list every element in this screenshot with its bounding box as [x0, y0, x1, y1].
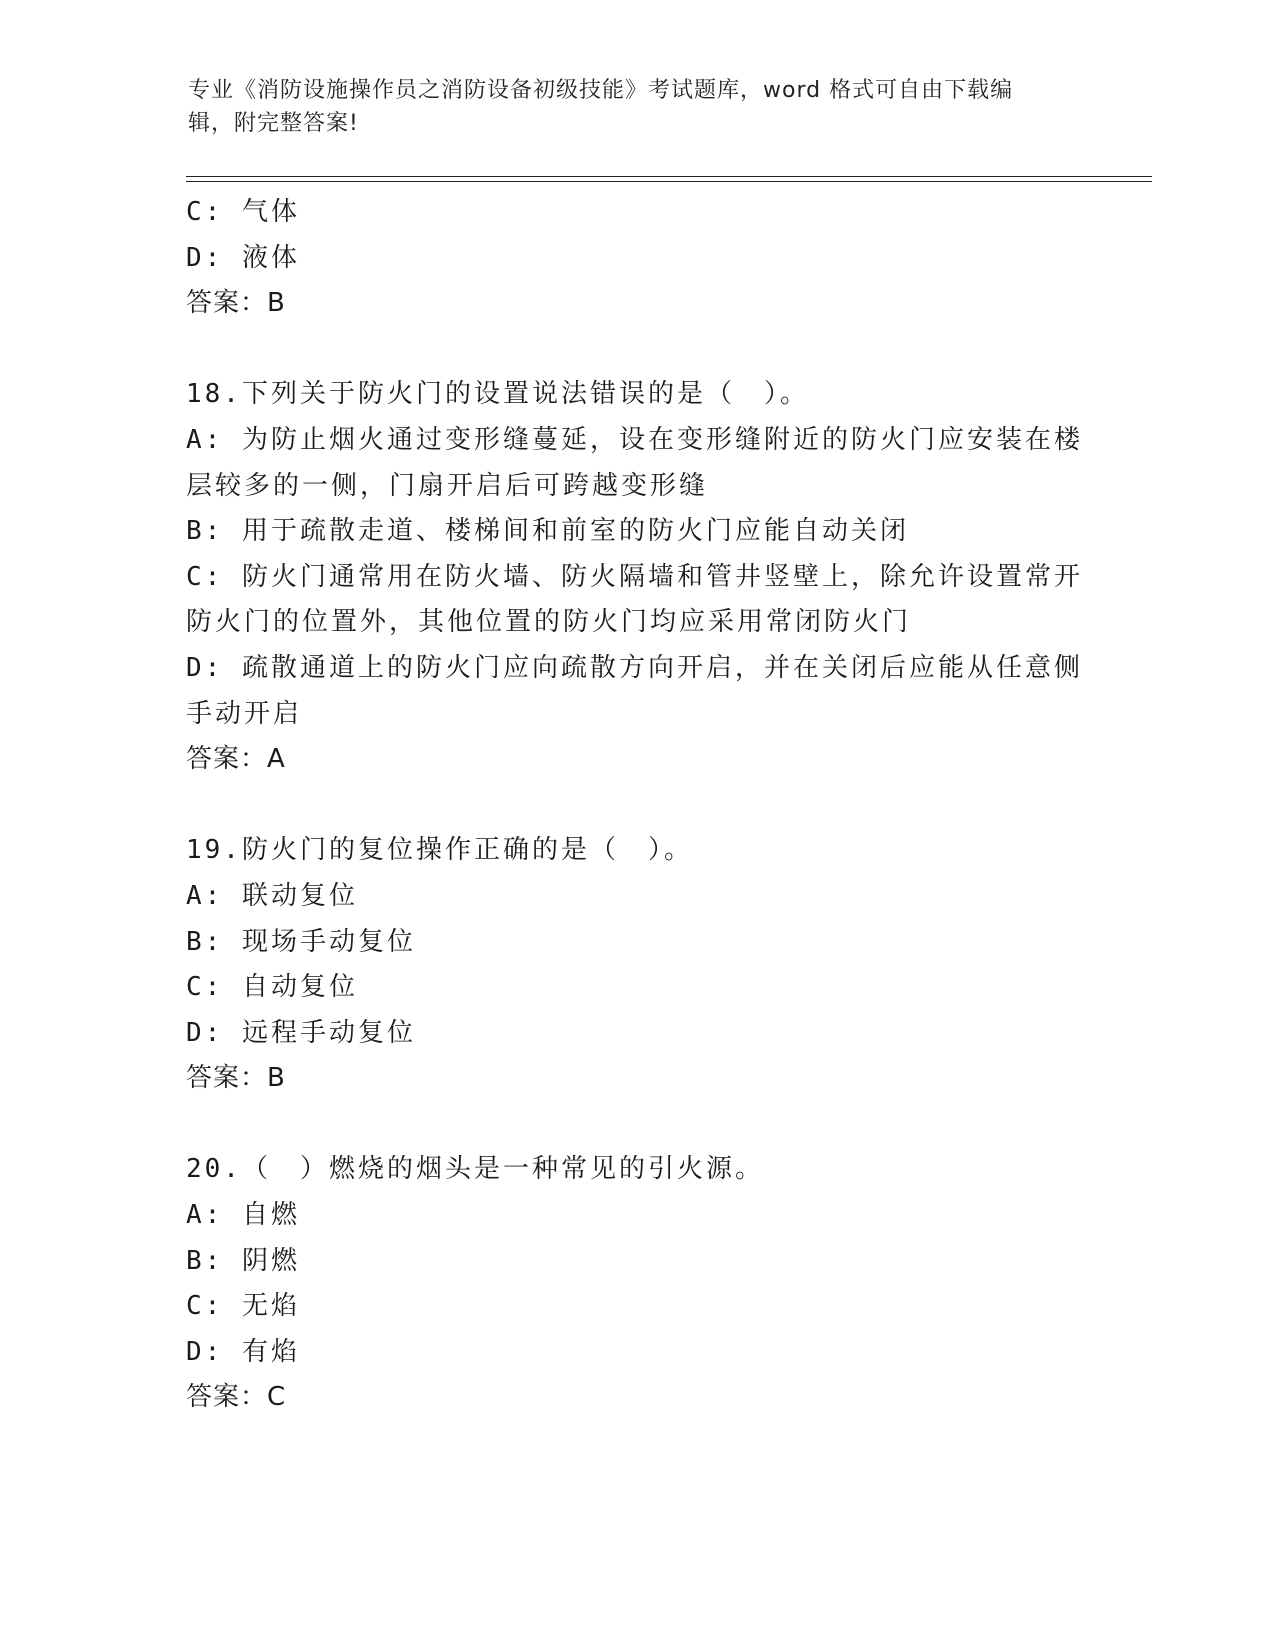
option-d: D: 液体 [186, 242, 300, 273]
header-rule-bottom [186, 181, 1152, 182]
option-d-line-2: 手动开启 [186, 698, 303, 729]
question-19 [186, 828, 1086, 1102]
option-b: B: 用于疏散走道、楼梯间和前室的防火门应能自动关闭 [186, 516, 909, 547]
question-20 [186, 1147, 1086, 1421]
answer: 答案：B [186, 288, 286, 319]
option-c-line-1: C: 防火门通常用在防火墙、防火隔墙和管井竖壁上，除允许设置常开 [186, 561, 1083, 592]
option-a: A: 自燃 [186, 1200, 300, 1231]
question-stem: 18.下列关于防火门的设置说法错误的是（ ）。 [186, 379, 809, 410]
question-content [186, 190, 1086, 1421]
question-18 [186, 372, 1086, 782]
option-d-line-1: D: 疏散通道上的防火门应向疏散方向开启，并在关闭后应能从任意侧 [186, 652, 1083, 683]
option-c: C: 无焰 [186, 1291, 300, 1322]
question-17-continuation [186, 190, 1086, 327]
answer: 答案：C [186, 1382, 287, 1413]
option-b: B: 现场手动复位 [186, 926, 416, 957]
option-d: D: 远程手动复位 [186, 1017, 416, 1048]
answer: 答案：A [186, 744, 286, 775]
option-c: C: 自动复位 [186, 972, 358, 1003]
option-c-line-2: 防火门的位置外，其他位置的防火门均应采用常闭防火门 [186, 607, 912, 638]
option-a-line-2: 层较多的一侧，门扇开启后可跨越变形缝 [186, 470, 709, 501]
spacer [186, 327, 1086, 373]
answer: 答案：B [186, 1063, 286, 1094]
header-rule-top [186, 176, 1152, 177]
option-d: D: 有焰 [186, 1336, 300, 1367]
option-a: A: 联动复位 [186, 880, 358, 911]
question-stem: 19.防火门的复位操作正确的是（ ）。 [186, 835, 693, 866]
question-stem: 20.（ ）燃烧的烟头是一种常见的引火源。 [186, 1154, 764, 1185]
header-line-2: 辑，附完整答案! [188, 111, 359, 136]
spacer [186, 783, 1086, 829]
option-a-line-1: A: 为防止烟火通过变形缝蔓延，设在变形缝附近的防火门应安装在楼 [186, 424, 1083, 455]
spacer [186, 1102, 1086, 1148]
option-c: C: 气体 [186, 197, 300, 227]
document-header [188, 74, 1068, 140]
header-line-1: 专业《消防设施操作员之消防设备初级技能》考试题库，word 格式可自由下载编 [188, 78, 1014, 103]
option-b: B: 阴燃 [186, 1245, 300, 1276]
